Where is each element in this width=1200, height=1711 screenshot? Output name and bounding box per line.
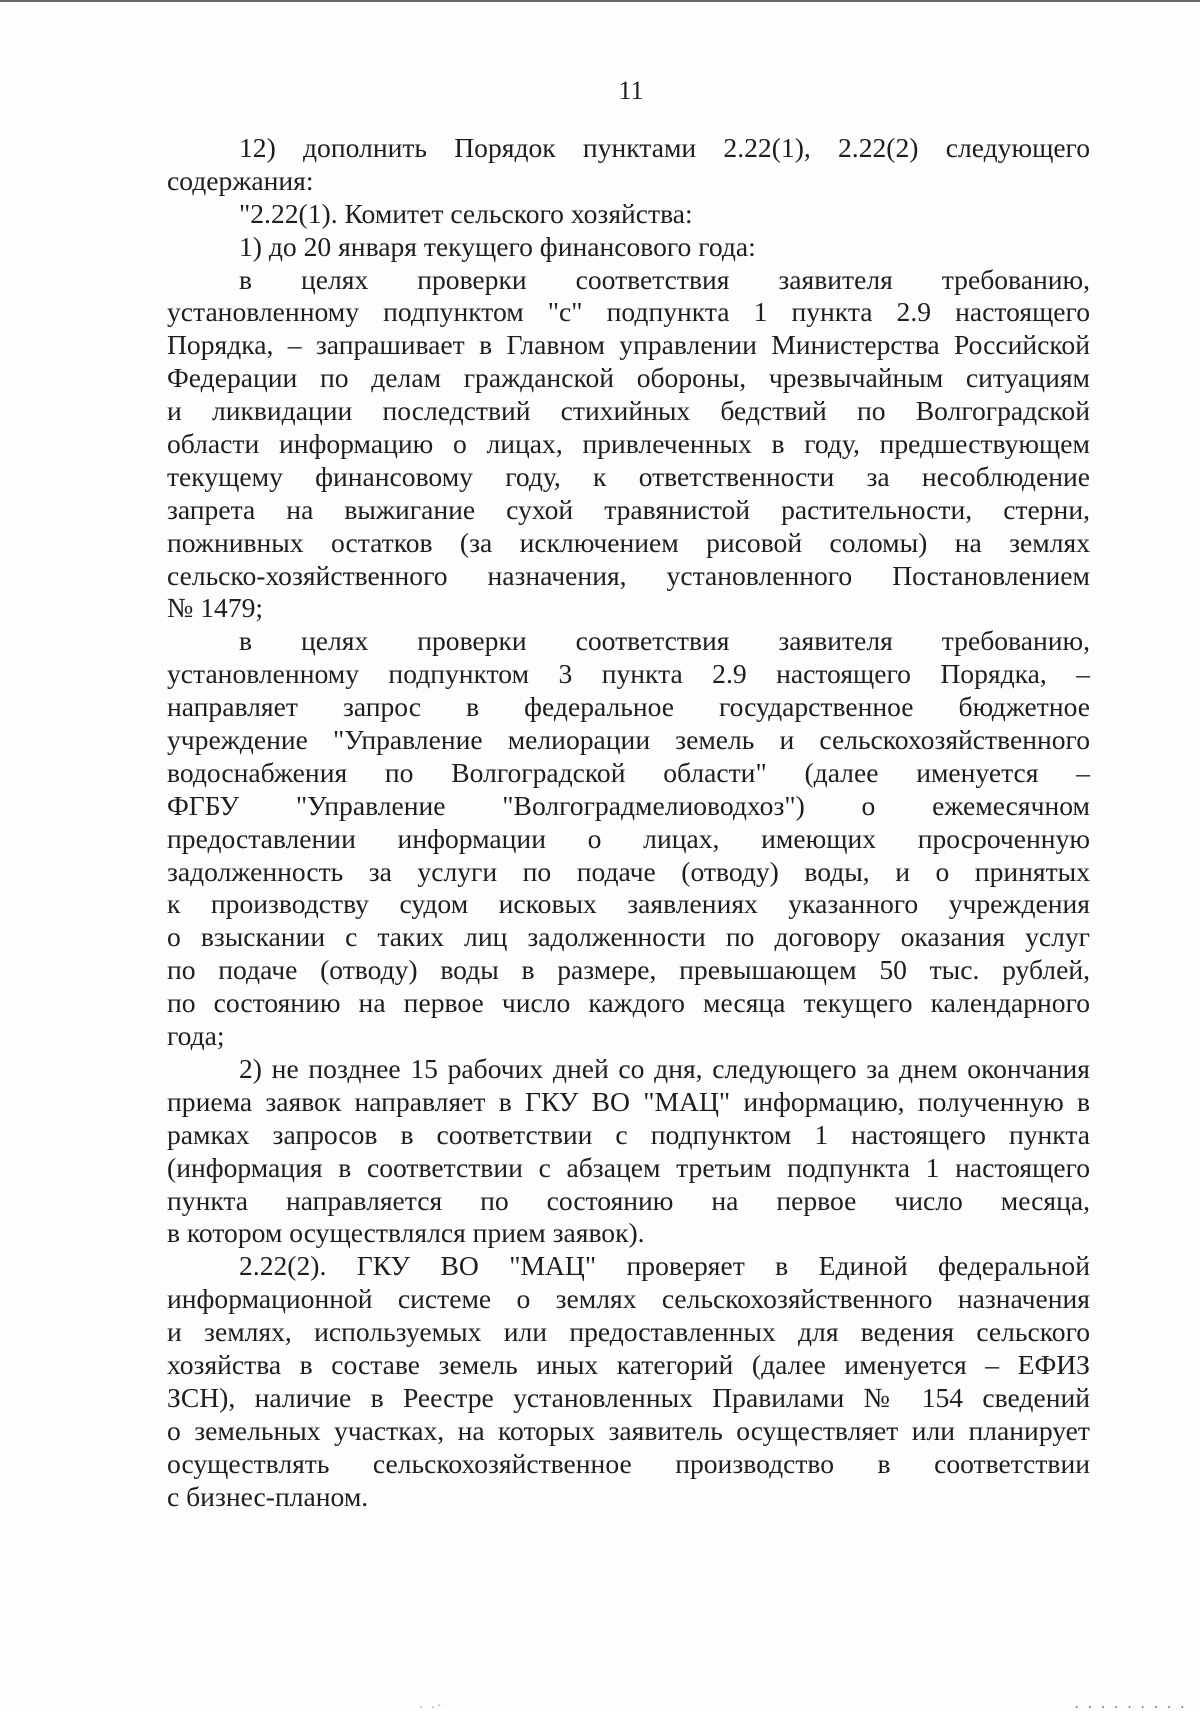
text-line: года; — [167, 1020, 225, 1052]
text-line: и ликвидации последствий стихийных бедствий по Волгоградской — [167, 395, 1090, 427]
text-line: области информацию о лицах, привлеченных в году, предшествующем — [167, 428, 1090, 460]
text-line: в целях проверки соответствия заявителя требованию, — [239, 625, 1090, 657]
text-line: ЗСН), наличие в Реестре установленных Правилами № 154 сведений — [167, 1381, 1090, 1413]
text-line: в целях проверки соответствия заявителя требованию, — [239, 263, 1090, 295]
text-line: к производству судом исковых заявлениях указанного учреждения — [167, 888, 1090, 920]
text-line: пункта направляется по состоянию на первое число месяца, — [167, 1184, 1090, 1216]
text-line: содержания: — [167, 164, 314, 196]
text-line: установленному подпунктом "с" подпункта 1 пункта 2.9 настоящего — [167, 296, 1090, 328]
text-line: пожнивных остатков (за исключением рисовой соломы) на землях — [167, 526, 1090, 558]
text-line: рамках запросов в соответствии с подпунктом 1 настоящего пункта — [167, 1118, 1090, 1150]
text-line: Порядка, – запрашивает в Главном управлении Министерства Российской — [167, 329, 1090, 361]
text-line: хозяйства в составе земель иных категорий (далее именуется – ЕФИЗ — [167, 1348, 1090, 1380]
text-line: ФГБУ "Управление "Волгоградмелиоводхоз") о ежемесячном — [167, 789, 1090, 821]
text-line: запрета на выжигание сухой травянистой растительности, стерни, — [167, 493, 1090, 525]
text-line: водоснабжения по Волгоградской области" (далее именуется – — [167, 756, 1090, 788]
text-line: в котором осуществлялся прием заявок). — [167, 1217, 645, 1249]
text-line: осуществлять сельскохозяйственное производство в соответствии — [167, 1447, 1090, 1479]
text-line: Федерации по делам гражданской обороны, чрезвычайным ситуациям — [167, 362, 1090, 394]
text-line: приема заявок направляет в ГКУ ВО "МАЦ" информацию, полученную в — [167, 1085, 1090, 1117]
text-line: учреждение "Управление мелиорации земель и сельскохозяйственного — [167, 724, 1090, 756]
page-top-edge — [0, 0, 1200, 2]
text-line: сельско-хозяйственного назначения, установленного Постановлением — [167, 559, 1090, 591]
text-line: текущему финансовому году, к ответственности за несоблюдение — [167, 460, 1090, 492]
text-line: установленному подпунктом 3 пункта 2.9 настоящего Порядка, – — [167, 658, 1090, 690]
text-line: 12) дополнить Порядок пунктами 2.22(1), 2.22(2) следующего — [239, 132, 1090, 163]
text-line: по состоянию на первое число каждого месяца текущего календарного — [167, 987, 1090, 1019]
scan-artifact-dots: ......... — [1072, 1697, 1192, 1711]
text-line: информационной системе о землях сельскохозяйственного назначения — [167, 1283, 1090, 1315]
text-line: и землях, используемых или предоставленных для ведения сельского — [167, 1316, 1090, 1348]
text-line: "2.22(1). Комитет сельского хозяйства: — [239, 197, 693, 229]
text-line: с бизнес-планом. — [167, 1480, 369, 1512]
text-line: (информация в соответствии с абзацем третьим подпункта 1 настоящего — [167, 1151, 1090, 1183]
text-line: задолженность за услуги по подаче (отводу) воды, и о принятых — [167, 855, 1090, 887]
text-line: направляет запрос в федеральное государственное бюджетное — [167, 691, 1090, 723]
document-text — [167, 132, 1090, 1513]
text-line: 2) не позднее 15 рабочих дней со дня, следующего за днем окончания — [239, 1052, 1090, 1084]
text-line: предоставлении информации о лицах, имеющих просроченную — [167, 822, 1090, 854]
text-line: № 1479; — [167, 592, 264, 624]
text-line: о взыскании с таких лиц задолженности по договору оказания услуг — [167, 921, 1090, 953]
text-line: 2.22(2). ГКУ ВО "МАЦ" проверяет в Единой федеральной — [239, 1250, 1090, 1282]
text-line: 1) до 20 января текущего финансового года: — [239, 230, 756, 262]
page-number: 11 — [618, 76, 644, 105]
text-line: по подаче (отводу) воды в размере, превышающем 50 тыс. рублей, — [167, 954, 1090, 986]
scan-artifact-mark: . .- — [418, 1700, 443, 1711]
text-line: о земельных участках, на которых заявитель осуществляет или планирует — [167, 1414, 1090, 1446]
